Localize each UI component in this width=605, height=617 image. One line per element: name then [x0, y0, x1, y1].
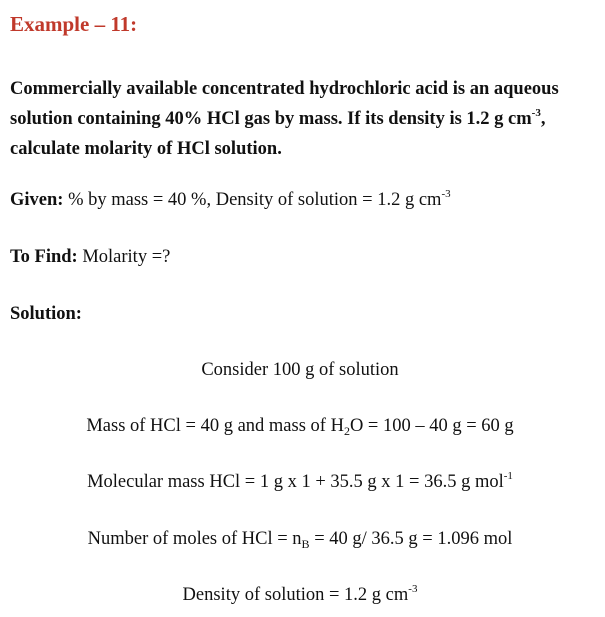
solution-heading: [10, 304, 82, 325]
solution-step-1: [0, 360, 600, 381]
step5-exponent: -3: [408, 583, 418, 595]
given-line: [10, 190, 451, 211]
to-find-label: To Find:: [10, 247, 78, 267]
solution-step-4: [0, 529, 600, 550]
solution-step-5: [0, 585, 600, 606]
step1-text: Consider 100 g of solution: [201, 360, 399, 380]
step5-text: Density of solution = 1.2 g cm: [182, 585, 409, 605]
solution-label: Solution:: [10, 304, 82, 324]
to-find-line: [10, 247, 170, 268]
given-text: % by mass = 40 %, Density of solution = 1.2 g cm: [63, 190, 442, 210]
step2-text-a: Mass of HCl = 40 g and mass of H: [86, 416, 344, 436]
solution-step-2: [0, 416, 600, 437]
step2-subscript: 2: [343, 424, 350, 438]
solution-step-3: [0, 472, 600, 493]
step4-text-a: Number of moles of HCl = n: [87, 529, 302, 549]
given-label: Given:: [10, 190, 64, 210]
step4-text-b: = 40 g/ 36.5 g = 1.096 mol: [309, 529, 513, 549]
to-find-text: Molarity =?: [77, 247, 171, 267]
step3-text: Molecular mass HCl = 1 g x 1 + 35.5 g x 1 = 36.5 g mol: [87, 472, 504, 492]
example-title: Example – 11:: [10, 12, 138, 36]
problem-statement: [10, 74, 595, 164]
step2-text-b: O = 100 – 40 g = 60 g: [349, 416, 514, 436]
problem-text-a: Commercially available concentrated hydrochloric acid is an aqueous solution containing 40% HCl gas by mass. If its density is 1.2 g cm: [10, 79, 559, 129]
step4-subscript: B: [301, 537, 310, 551]
step3-exponent: -1: [503, 470, 513, 482]
problem-density-exponent: -3: [531, 107, 541, 119]
given-exponent: -3: [441, 188, 451, 200]
problem-text-b: , calculate molarity of HCl solution.: [10, 109, 546, 159]
